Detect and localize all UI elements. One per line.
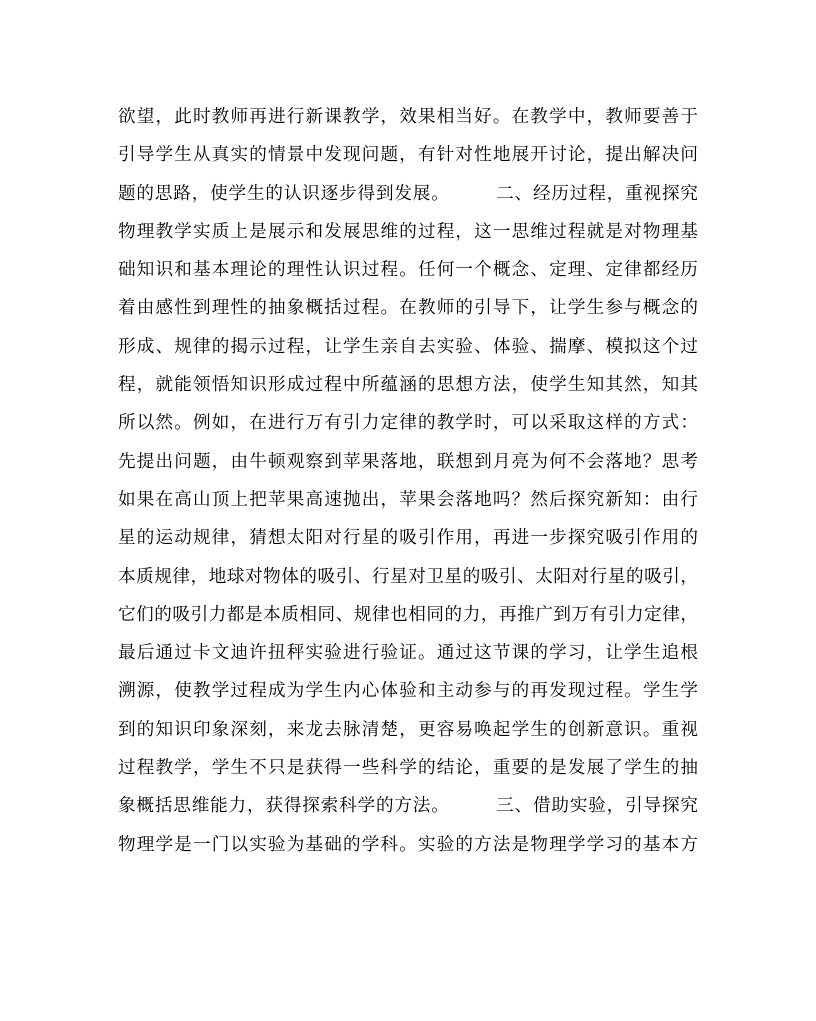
body-text — [118, 98, 698, 864]
text-line: 溯源，使教学过程成为学生内心体验和主动参与的再发现过程。学生学 — [118, 681, 698, 702]
text-line: 欲望，此时教师再进行新课教学，效果相当好。在教学中，教师要善于 — [118, 107, 698, 127]
text-line: 物理教学实质上是展示和发展思维的过程，这一思维过程就是对物理基 — [118, 221, 698, 242]
text-line: 到的知识印象深刻，来龙去脉清楚，更容易唤起学生的创新意识。重视 — [118, 719, 698, 740]
text-line: 引导学生从真实的情景中发现问题，有针对性地展开讨论，提出解决问 — [118, 145, 698, 166]
text-line: 所以然。例如，在进行万有引力定律的教学时，可以采取这样的方式： — [118, 413, 698, 434]
text-line: 程，就能领悟知识形成过程中所蕴涵的思想方法，使学生知其然，知其 — [118, 375, 698, 396]
text-line: 着由感性到理性的抽象概括过程。在教师的引导下，让学生参与概念的 — [118, 298, 698, 319]
text-line: 它们的吸引力都是本质相同、规律也相同的力，再推广到万有引力定律， — [118, 604, 698, 625]
text-line: 如果在高山顶上把苹果高速抛出，苹果会落地吗？然后探究新知：由行 — [118, 489, 698, 510]
text-line: 先提出问题，由牛顿观察到苹果落地，联想到月亮为何不会落地？思考 — [118, 451, 698, 472]
text-line: 星的运动规律，猜想太阳对行星的吸引作用，再进一步探究吸引作用的 — [118, 528, 698, 549]
text-line: 象概括思维能力，获得探索科学的方法。 三、借助实验，引导探究 — [118, 796, 698, 817]
text-line: 最后通过卡文迪许扭秤实验进行验证。通过这节课的学习，让学生追根 — [118, 643, 698, 664]
text-line: 础知识和基本理论的理性认识过程。任何一个概念、定理、定律都经历 — [118, 260, 698, 281]
text-line: 本质规律，地球对物体的吸引、行星对卫星的吸引、太阳对行星的吸引， — [118, 566, 698, 587]
text-line: 过程教学，学生不只是获得一些科学的结论，重要的是发展了学生的抽 — [118, 758, 698, 779]
text-line: 形成、规律的揭示过程，让学生亲自去实验、体验、揣摩、模拟这个过 — [118, 336, 698, 357]
text-line: 题的思路，使学生的认识逐步得到发展。 二、经历过程，重视探究 — [118, 183, 698, 204]
text-line: 物理学是一门以实验为基础的学科。实验的方法是物理学学习的基本方 — [118, 834, 698, 855]
